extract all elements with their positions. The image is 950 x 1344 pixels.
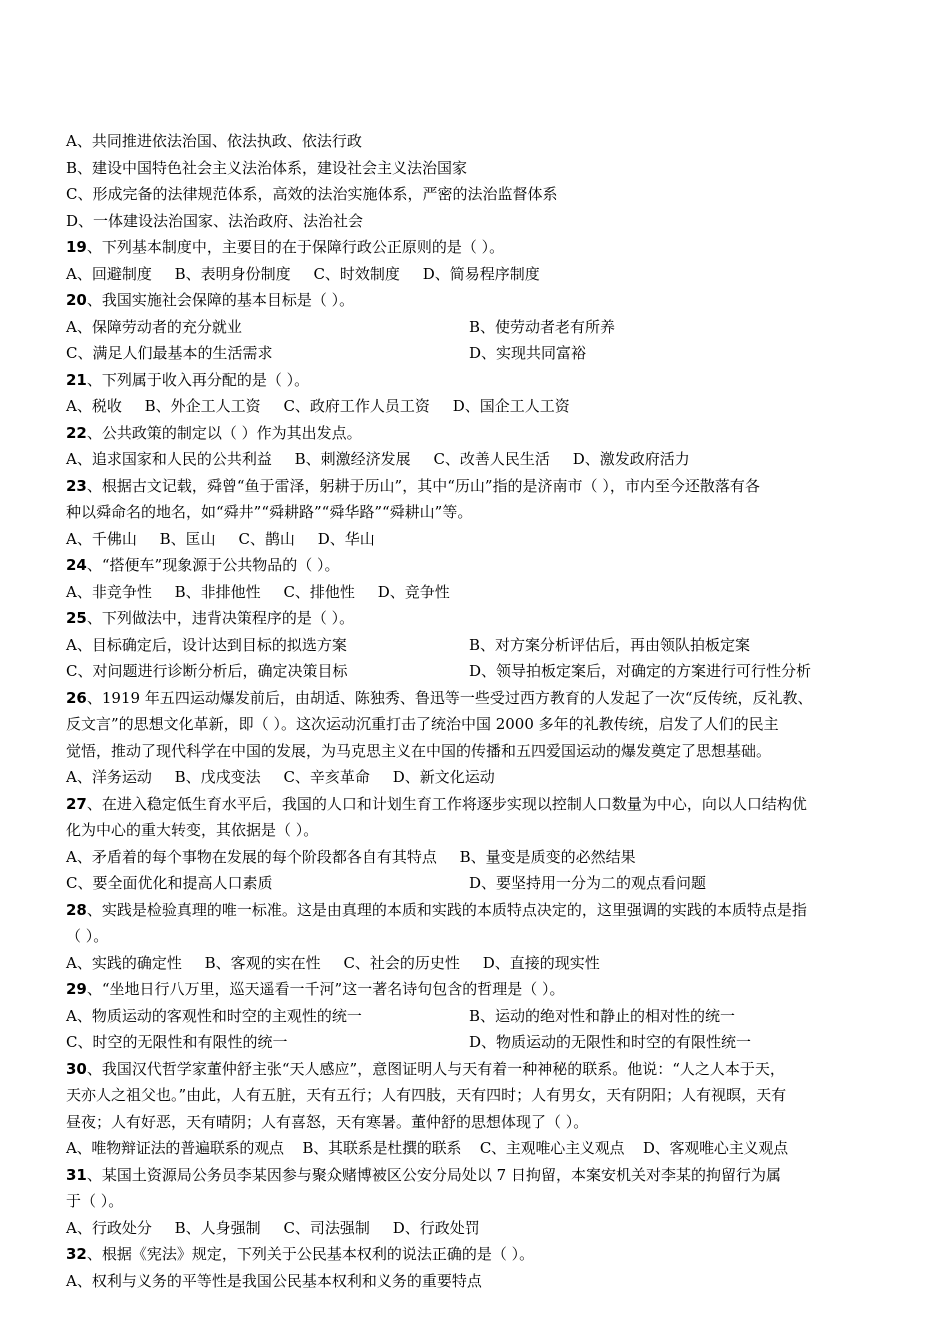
option: A、非竞争性 (66, 582, 152, 601)
options-row (66, 393, 896, 420)
question-27 (66, 791, 896, 818)
question-text-continued: 天亦人之祖父也。”由此，人有五脏，天有五行；人有四肢，天有四时；人有男女，天有阴阳；人有视暝，天有 (66, 1086, 787, 1104)
question-text: 、根据《宪法》规定，下列关于公民基本权利的说法正确的是（ ）。 (86, 1245, 535, 1263)
question-text-continued: 化为中心的重大转变，其依据是（ ）。 (66, 821, 319, 839)
option: D、激发政府活力 (572, 450, 690, 468)
option-line: A、共同推进依法治国、依法执政、依法行政 (66, 132, 362, 150)
option: C、排他性 (283, 582, 355, 601)
question-number: 23 (66, 476, 87, 495)
question-text: 、我国汉代哲学家董仲舒主张“天人感应”，意图证明人与天有着一种神秘的联系。他说：“人之人本于天， (86, 1059, 785, 1078)
option: B、人身强制 (174, 1218, 261, 1237)
question-number: 31 (66, 1165, 87, 1184)
option: D、行政处罚 (392, 1218, 480, 1237)
option: C、司法强制 (283, 1218, 370, 1237)
option: B、表明身份制度 (174, 264, 291, 283)
question-30 (66, 1056, 896, 1083)
question-number: 26 (66, 688, 87, 707)
question-number: 27 (66, 794, 87, 813)
option: D、物质运动的无限性和时空的有限性统一 (469, 1033, 752, 1051)
option: C、满足人们最基本的生活需求 (66, 344, 273, 362)
option: B、客观的实在性 (204, 953, 321, 972)
options-row (66, 1135, 896, 1162)
question-text: 、下列做法中，违背决策程序的是（ ）。 (86, 609, 355, 627)
question-number: 22 (66, 423, 87, 442)
option: D、客观唯心主义观点 (642, 1139, 788, 1157)
question-21 (66, 367, 896, 394)
question-29 (66, 976, 896, 1003)
options-row (66, 658, 896, 685)
option: A、行政处分 (66, 1218, 152, 1237)
option-line: A、权利与义务的平等性是我国公民基本权利和义务的重要特点 (66, 1271, 482, 1290)
question-number: 25 (66, 609, 87, 627)
option: C、辛亥革命 (283, 768, 370, 786)
question-24 (66, 552, 896, 579)
question-number: 24 (66, 556, 87, 574)
options-row (66, 1215, 896, 1242)
question-26 (66, 685, 896, 712)
option: B、匡山 (159, 529, 216, 548)
question-text: 、下列基本制度中，主要目的在于保障行政公正原则的是（ ）。 (86, 238, 505, 256)
option: D、简易程序制度 (422, 264, 540, 283)
question-number: 28 (66, 900, 87, 919)
question-text-continued: 昼夜；人有好恶，天有晴阴；人有喜怒，天有寒暑。董仲舒的思想体现了（ ）。 (66, 1112, 589, 1131)
option: C、时空的无限性和有限性的统一 (66, 1033, 288, 1051)
options-row (66, 870, 896, 897)
option: D、实现共同富裕 (469, 344, 587, 362)
question-text: 、“搭便车”现象源于公共物品的（ ）。 (86, 556, 340, 574)
options-row (66, 950, 896, 977)
options-row (66, 261, 896, 288)
option: A、唯物辩证法的普遍联系的观点 (66, 1139, 284, 1157)
option: D、竞争性 (377, 582, 450, 601)
question-text: 、“坐地日行八万里，巡天遥看一千河”这一著名诗句包含的哲理是（ ）。 (86, 980, 565, 998)
option: A、保障劳动者的充分就业 (66, 317, 242, 336)
option: C、主观唯心主义观点 (479, 1139, 625, 1157)
question-text-continued: 觉悟，推动了现代科学在中国的发展，为马克思主义在中国的传播和五四爱国运动的爆发奠定了思想基础。 (66, 741, 772, 760)
options-row (66, 1003, 896, 1030)
options-row (66, 446, 896, 473)
question-31 (66, 1162, 896, 1189)
option: C、对问题进行诊断分析后，确定决策目标 (66, 662, 348, 680)
question-text-continued: 种以舜命名的地名，如“舜井”“舜耕路”“舜华路”“舜耕山”等。 (66, 503, 473, 521)
option: A、矛盾着的每个事物在发展的每个阶段都各自有其特点 (66, 847, 437, 866)
question-text: 、公共政策的制定以（ ）作为其出发点。 (86, 423, 362, 442)
option: C、时效制度 (313, 264, 400, 283)
option: D、华山 (317, 529, 375, 548)
exam-document (66, 128, 896, 1294)
question-text: 、某国土资源局公务员李某因参与聚众赌博被区公安分局处以 7 日拘留，本案安机关对李某的拘留行为属 (86, 1165, 781, 1184)
option: D、国企工人工资 (452, 397, 570, 415)
options-row (66, 764, 896, 791)
option: D、直接的现实性 (482, 953, 600, 972)
question-19 (66, 234, 896, 261)
option: C、社会的历史性 (343, 953, 460, 972)
option: B、刺激经济发展 (294, 450, 411, 468)
option: A、税收 (66, 397, 122, 415)
question-number: 21 (66, 370, 87, 389)
option: C、改善人民生活 (433, 450, 550, 468)
question-20 (66, 287, 896, 314)
options-row (66, 314, 896, 341)
question-text: 、1919 年五四运动爆发前后，由胡适、陈独秀、鲁迅等一些受过西方教育的人发起了一次“反传统，反礼教、 (86, 688, 813, 707)
option: A、回避制度 (66, 264, 152, 283)
options-row (66, 526, 896, 553)
option: B、运动的绝对性和静止的相对性的统一 (469, 1006, 736, 1025)
option: A、千佛山 (66, 529, 137, 548)
question-22 (66, 420, 896, 447)
options-row (66, 340, 896, 367)
question-number: 19 (66, 238, 87, 256)
option: A、洋务运动 (66, 768, 152, 786)
question-number: 32 (66, 1245, 87, 1263)
options-row (66, 632, 896, 659)
option: B、对方案分析评估后，再由领队拍板定案 (469, 635, 751, 654)
option: B、外企工人工资 (144, 397, 261, 415)
question-text: 、在进入稳定低生育水平后，我国的人口和计划生育工作将逐步实现以控制人口数量为中心，向以人口结构优 (86, 794, 807, 813)
question-32 (66, 1241, 896, 1268)
question-text-continued: （ ）。 (66, 927, 109, 945)
question-text-continued: 于（ ）。 (66, 1192, 124, 1210)
question-number: 29 (66, 980, 87, 998)
question-number: 20 (66, 291, 87, 309)
options-row (66, 1029, 896, 1056)
question-number: 30 (66, 1059, 87, 1078)
option-line: C、形成完备的法律规范体系，高效的法治实施体系，严密的法治监督体系 (66, 185, 558, 203)
question-text: 、实践是检验真理的唯一标准。这是由真理的本质和实践的本质特点决定的，这里强调的实践的本质特点是指 (86, 900, 807, 919)
option: D、领导拍板定案后，对确定的方案进行可行性分析 (469, 662, 812, 680)
option: C、要全面优化和提高人口素质 (66, 874, 273, 892)
option: D、要坚持用一分为二的观点看问题 (469, 874, 707, 892)
option: A、追求国家和人民的公共利益 (66, 450, 272, 468)
option: B、其联系是杜撰的联系 (302, 1139, 462, 1157)
question-23 (66, 473, 896, 500)
option: A、物质运动的客观性和时空的主观性的统一 (66, 1006, 362, 1025)
option: C、鹊山 (238, 529, 295, 548)
question-text: 、我国实施社会保障的基本目标是（ ）。 (86, 291, 355, 309)
option-line: D、一体建设法治国家、法治政府、法治社会 (66, 211, 364, 230)
question-25 (66, 605, 896, 632)
options-row (66, 579, 896, 606)
question-text-continued: 反文言”的思想文化革新，即（ ）。这次运动沉重打击了统治中国 2000 多年的礼教传统，启发了人们的民主 (66, 715, 779, 733)
option-line: B、建设中国特色社会主义法治体系，建设社会主义法治国家 (66, 158, 468, 177)
option: C、政府工作人员工资 (283, 397, 430, 415)
option: B、使劳动者老有所养 (469, 317, 616, 336)
option: D、新文化运动 (392, 768, 495, 786)
question-text: 、根据古文记载，舜曾“鱼于雷泽，躬耕于历山”，其中“历山”指的是济南市（ ），市内至今还散落有各 (86, 476, 760, 495)
option: B、量变是质变的必然结果 (459, 847, 636, 866)
option: B、非排他性 (174, 582, 261, 601)
question-28 (66, 897, 896, 924)
option: A、实践的确定性 (66, 953, 182, 972)
option: A、目标确定后，设计达到目标的拟选方案 (66, 635, 347, 654)
question-text: 、下列属于收入再分配的是（ ）。 (86, 370, 310, 389)
option: B、戊戌变法 (174, 768, 261, 786)
options-row (66, 844, 896, 871)
